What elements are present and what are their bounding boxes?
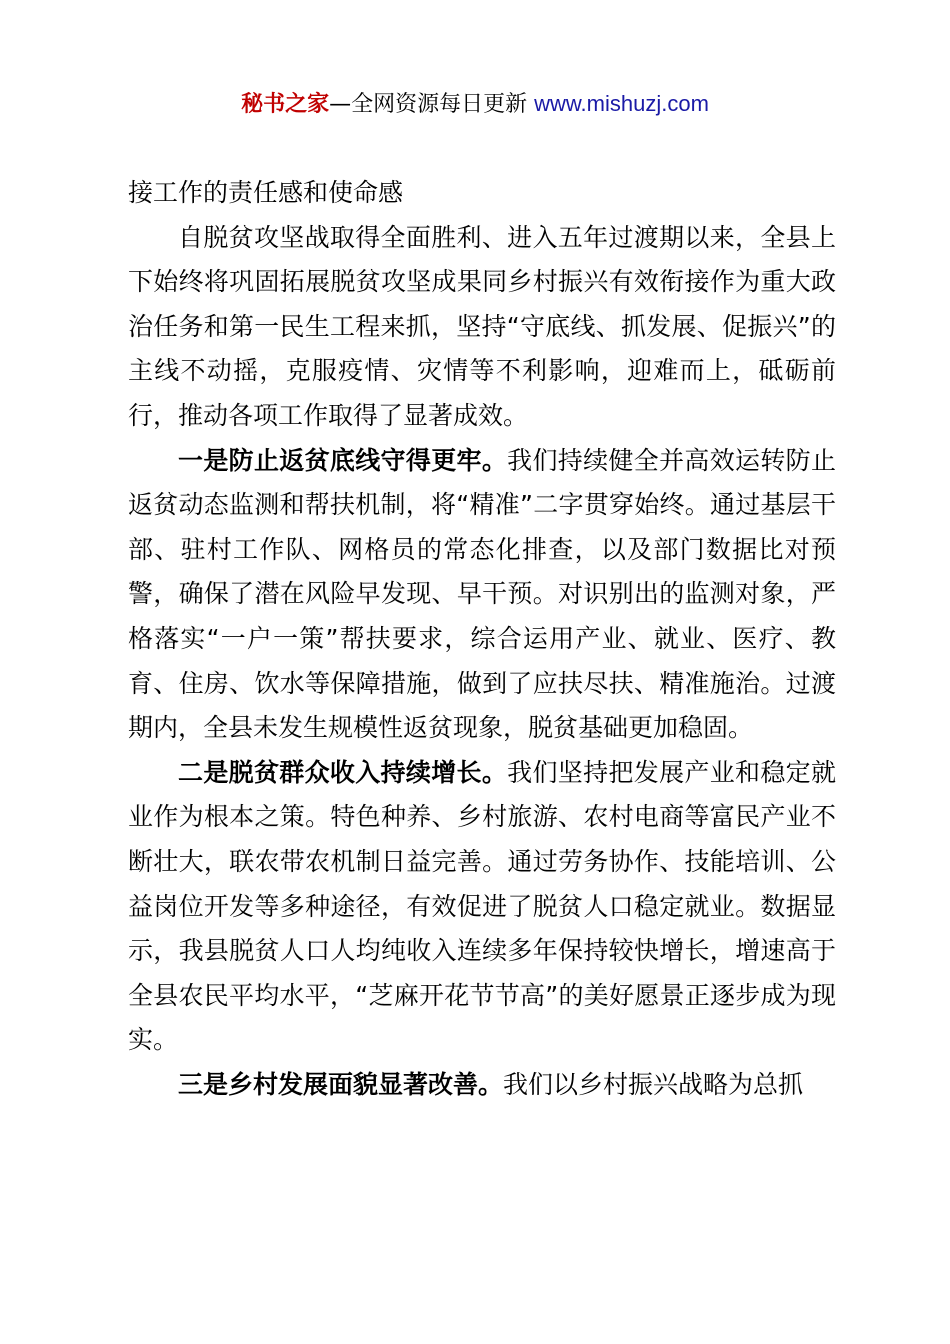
site-url-link[interactable]: www.mishuzj.com bbox=[534, 91, 709, 116]
paragraph-point-three bbox=[128, 1063, 836, 1108]
point-one-heading: 一是防止返贫底线守得更牢。 bbox=[178, 445, 508, 475]
point-two-heading: 二是脱贫群众收入持续增长。 bbox=[178, 757, 508, 787]
paragraph-point-two bbox=[128, 751, 836, 1063]
paragraph-point-one bbox=[128, 439, 836, 751]
point-one-text: 我们持续健全并高效运转防止返贫动态监测和帮扶机制，将“精准”二字贯穿始终。通过基层干部、驻村工作队、网格员的常态化排查，以及部门数据比对预警，确保了潜在风险早发现、早干预。对识别出的监测对象，严格落实“一户一策”帮扶要求，综合运用产业、就业、医疗、教育、住房、饮水等保障措施，做到了应扶尽扶、精准施治。过渡期内，全县未发生规模性返贫现象，脱贫基础更加稳固。 bbox=[128, 445, 836, 743]
site-brand: 秘书之家 bbox=[241, 92, 330, 117]
document-body bbox=[128, 171, 836, 1107]
point-three-text: 我们以乡村振兴战略为总抓 bbox=[503, 1069, 804, 1099]
page-header bbox=[0, 88, 950, 121]
paragraph-continuation: 接工作的责任感和使命感 bbox=[128, 178, 404, 207]
site-tagline: —全网资源每日更新 bbox=[329, 92, 535, 117]
point-three-heading: 三是乡村发展面貌显著改善。 bbox=[178, 1069, 504, 1099]
point-two-text: 我们坚持把发展产业和稳定就业作为根本之策。特色种养、乡村旅游、农村电商等富民产业不断壮大，联农带农机制日益完善。通过劳务协作、技能培训、公益岗位开发等多种途径，有效促进了脱贫人口稳定就业。数据显示，我县脱贫人口人均纯收入连续多年保持较快增长，增速高于全县农民平均水平，“芝麻开花节节高”的美好愿景正逐步成为现实。 bbox=[128, 757, 836, 1055]
paragraph-intro: 自脱贫攻坚战取得全面胜利、进入五年过渡期以来，全县上下始终将巩固拓展脱贫攻坚成果同乡村振兴有效衔接作为重大政治任务和第一民生工程来抓，坚持“守底线、抓发展、促振兴”的主线不动摇，克服疫情、灾情等不利影响，迎难而上，砥砺前行，推动各项工作取得了显著成效。 bbox=[128, 222, 836, 430]
